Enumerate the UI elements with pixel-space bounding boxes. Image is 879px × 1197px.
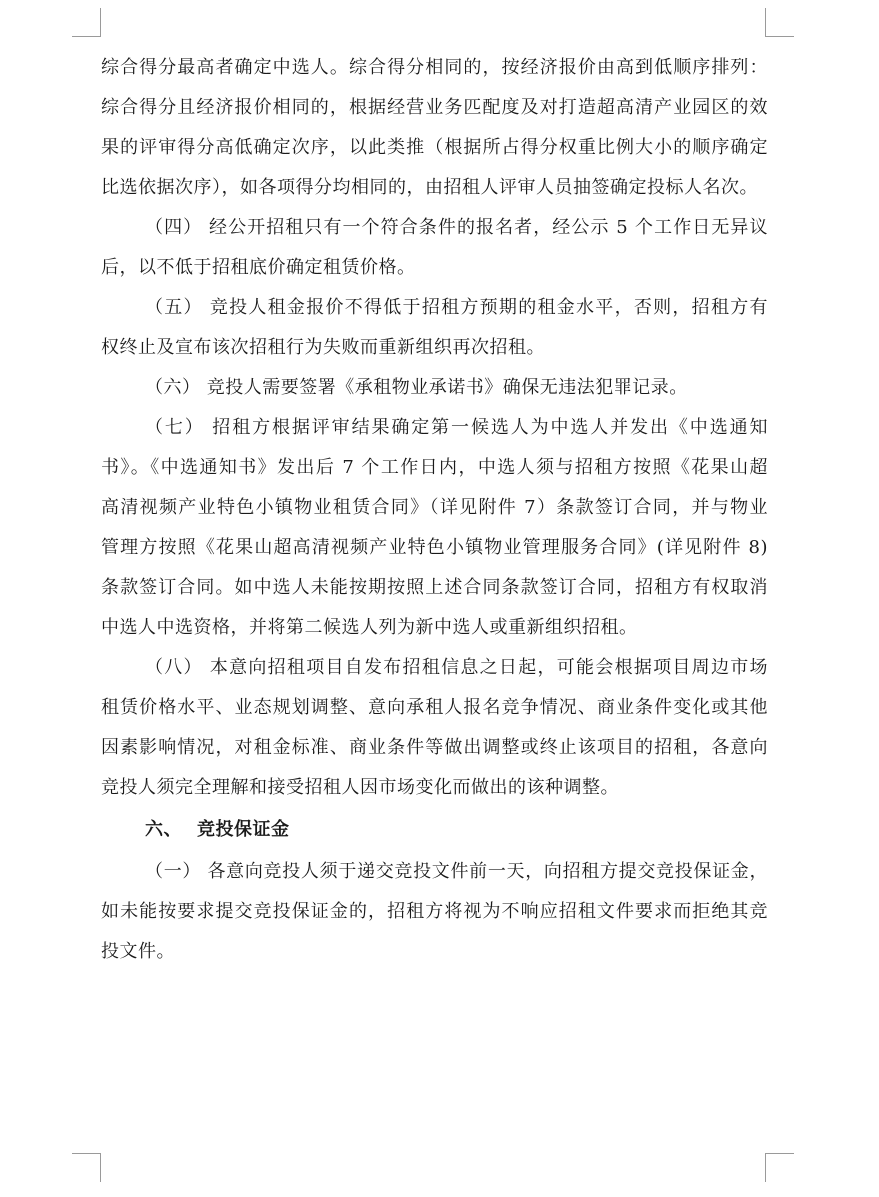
crop-mark-bottom-right	[765, 1153, 794, 1182]
text-line: 后，以不低于招租底价确定租赁价格。	[101, 257, 416, 278]
text-line: （五） 竞投人租金报价不得低于招租方预期的租金水平，否则，招租方有	[145, 297, 768, 318]
crop-mark-top-right	[765, 8, 794, 37]
paragraph-item-4	[101, 208, 768, 288]
text-line: （一） 各意向竞投人须于递交竞投文件前一天，向招租方提交竞投保证金，	[145, 861, 768, 882]
text-line: 果的评审得分高低确定次序，以此类推（根据所占得分权重比例大小的顺序确定	[101, 137, 768, 158]
text-line: 书》。《中选通知书》发出后 7 个工作日内，中选人须与招租方按照《花果山超	[101, 457, 768, 478]
paragraph-item-5	[101, 288, 768, 368]
paragraph-item-7	[101, 408, 768, 648]
text-line: 中选人中选资格，并将第二候选人列为新中选人或重新组织招租。	[101, 617, 638, 638]
text-line: 条款签订合同。如中选人未能按期按照上述合同条款签订合同，招租方有权取消	[101, 577, 768, 598]
crop-mark-top-left	[72, 8, 101, 37]
text-line: 投文件。	[101, 941, 175, 962]
text-line: 综合得分且经济报价相同的，根据经营业务匹配度及对打造超高清产业园区的效	[101, 97, 768, 118]
text-line: 综合得分最高者确定中选人。综合得分相同的，按经济报价由高到低顺序排列：	[101, 57, 768, 78]
text-line: 比选依据次序），如各项得分均相同的，由招租人评审人员抽签确定投标人名次。	[101, 177, 758, 198]
paragraph-scoring	[101, 48, 768, 208]
text-line: （四） 经公开招租只有一个符合条件的报名者，经公示 5 个工作日无异议	[145, 217, 768, 238]
section-number: 六、	[145, 819, 182, 840]
text-line: （六） 竞投人需要签署《承租物业承诺书》确保无违法犯罪记录。	[145, 377, 688, 398]
text-line: 如未能按要求提交竞投保证金的，招租方将视为不响应招租文件要求而拒绝其竞	[101, 901, 768, 922]
text-line: 管理方按照《花果山超高清视频产业特色小镇物业管理服务合同》(详见附件 8)	[101, 537, 768, 558]
text-line: （七） 招租方根据评审结果确定第一候选人为中选人并发出《中选通知	[145, 417, 768, 438]
text-line: 高清视频产业特色小镇物业租赁合同》（详见附件 7）条款签订合同，并与物业	[101, 497, 768, 518]
crop-mark-bottom-left	[72, 1153, 101, 1182]
section-title: 竞投保证金	[197, 819, 290, 840]
paragraph-item-8	[101, 648, 768, 808]
text-line: （八） 本意向招租项目自发布招租信息之日起，可能会根据项目周边市场	[145, 657, 768, 678]
paragraph-item-6	[101, 368, 768, 408]
text-line: 权终止及宣布该次招租行为失败而重新组织再次招租。	[101, 337, 545, 358]
text-line: 因素影响情况，对租金标准、商业条件等做出调整或终止该项目的招租，各意向	[101, 737, 768, 758]
paragraph-deposit-1	[101, 852, 768, 972]
section-heading	[101, 808, 768, 852]
text-line: 竞投人须完全理解和接受招租人因市场变化而做出的该种调整。	[101, 777, 619, 798]
document-page	[101, 48, 768, 972]
text-line: 租赁价格水平、业态规划调整、意向承租人报名竞争情况、商业条件变化或其他	[101, 697, 768, 718]
